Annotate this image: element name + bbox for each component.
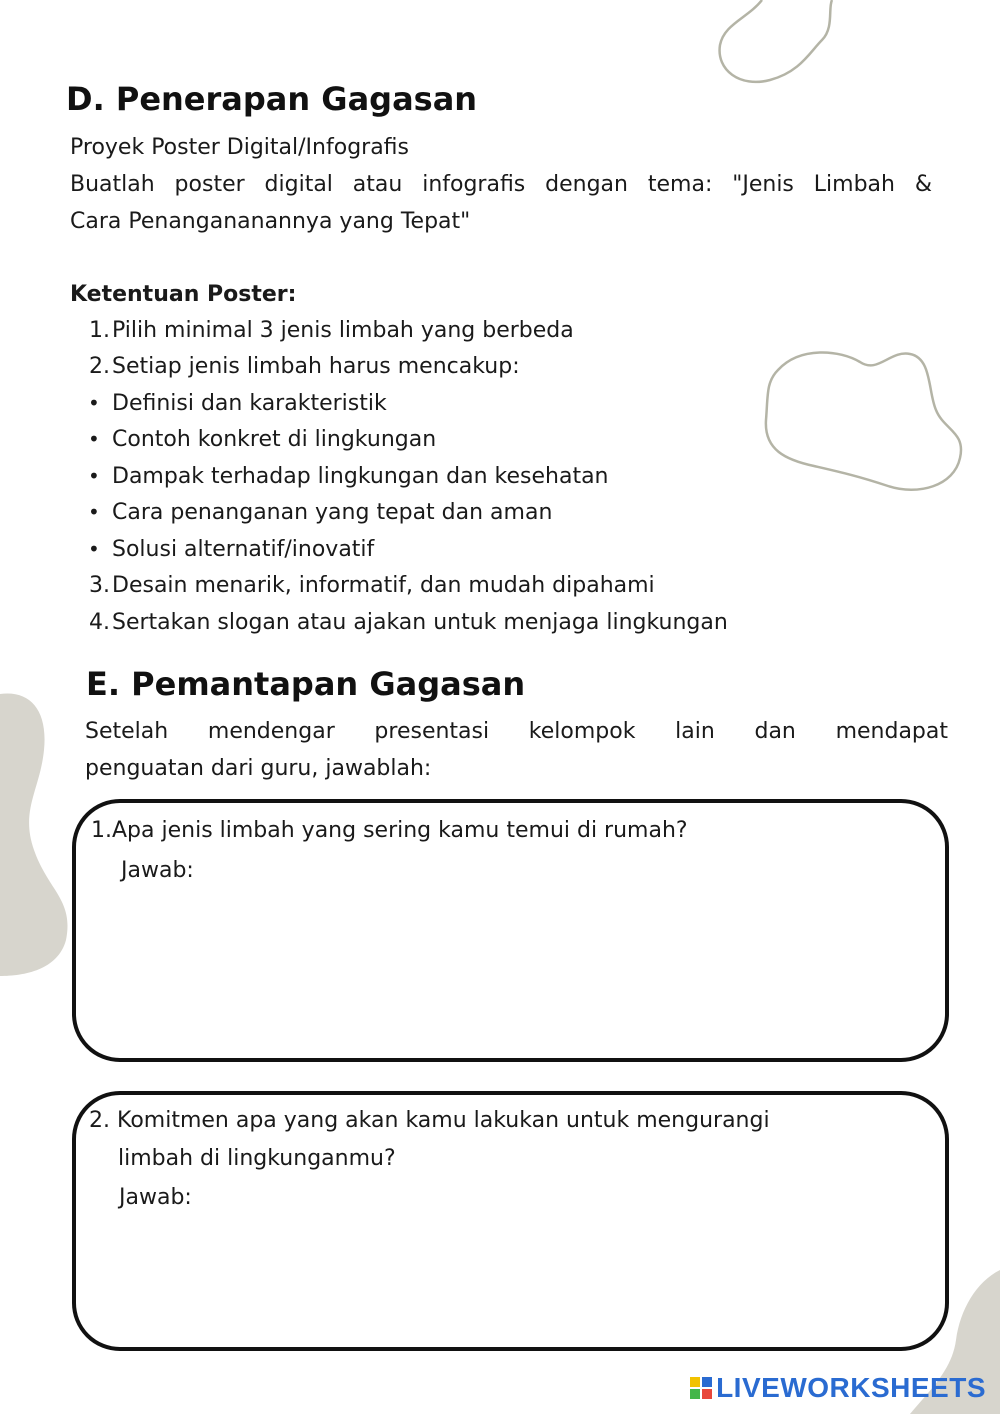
answer-label-2: Jawab: (119, 1185, 192, 1210)
question-2 (89, 1102, 770, 1139)
rule-subitem (88, 494, 552, 531)
logo-text: LIVEWORKSHEETS (716, 1372, 986, 1403)
bullet-icon: • (88, 391, 100, 415)
rule-text: Solusi alternatif/inovatif (112, 537, 375, 562)
rule-marker: 4. (89, 610, 110, 635)
question-number: 1. (91, 818, 112, 843)
bullet-icon: • (88, 464, 100, 488)
rule-text: Contoh konkret di lingkungan (112, 427, 437, 452)
section-d-title: D. Penerapan Gagasan (66, 80, 478, 118)
rules-heading: Ketentuan Poster: (70, 282, 297, 307)
rule-subitem (88, 531, 374, 568)
section-e-title: E. Pemantapan Gagasan (86, 665, 526, 703)
rule-text: Desain menarik, informatif, dan mudah dipahami (112, 573, 655, 598)
section-e-intro-line-2: penguatan dari guru, jawablah: (85, 756, 432, 781)
project-label: Proyek Poster Digital/Infografis (70, 135, 410, 160)
rule-text: Sertakan slogan atau ajakan untuk menjaga lingkungan (112, 610, 728, 635)
rule-item (88, 312, 574, 349)
rule-subitem (88, 421, 436, 458)
rule-subitem (88, 385, 387, 422)
rule-text: Dampak terhadap lingkungan dan kesehatan (112, 464, 609, 489)
rule-item (88, 348, 520, 385)
bullet-icon: • (88, 500, 100, 524)
question-2-continuation: limbah di lingkunganmu? (118, 1146, 396, 1171)
decor-outline-right (760, 340, 970, 500)
rule-item (88, 567, 655, 604)
section-e-intro-line-1: Setelah mendengar presentasi kelompok lain dan mendapat (85, 719, 948, 744)
question-1 (91, 812, 688, 849)
intro-line-1: Buatlah poster digital atau infografis dengan tema: "Jenis Limbah & (70, 172, 932, 197)
question-text: Komitmen apa yang akan kamu lakukan untuk mengurangi (117, 1108, 770, 1133)
intro-line-2: Cara Penangananannya yang Tepat" (70, 209, 471, 234)
rule-subitem (88, 458, 609, 495)
rule-text: Cara penanganan yang tepat dan aman (112, 500, 553, 525)
question-text: Apa jenis limbah yang sering kamu temui di rumah? (112, 818, 688, 843)
decor-outline-top (700, 0, 850, 95)
bullet-icon: • (88, 427, 100, 451)
rule-marker: 2. (89, 354, 110, 379)
rule-text: Pilih minimal 3 jenis limbah yang berbeda (112, 318, 574, 343)
rule-item (88, 604, 728, 641)
rule-text: Definisi dan karakteristik (112, 391, 387, 416)
answer-label-1: Jawab: (121, 858, 194, 883)
liveworksheets-logo (690, 1372, 986, 1404)
rule-marker: 3. (89, 573, 110, 598)
bullet-icon: • (88, 537, 100, 561)
decor-blob-left (0, 690, 80, 980)
question-number: 2. (89, 1108, 110, 1133)
rule-text: Setiap jenis limbah harus mencakup: (112, 354, 520, 379)
rule-marker: 1. (89, 318, 110, 343)
logo-grid-icon (690, 1377, 712, 1399)
